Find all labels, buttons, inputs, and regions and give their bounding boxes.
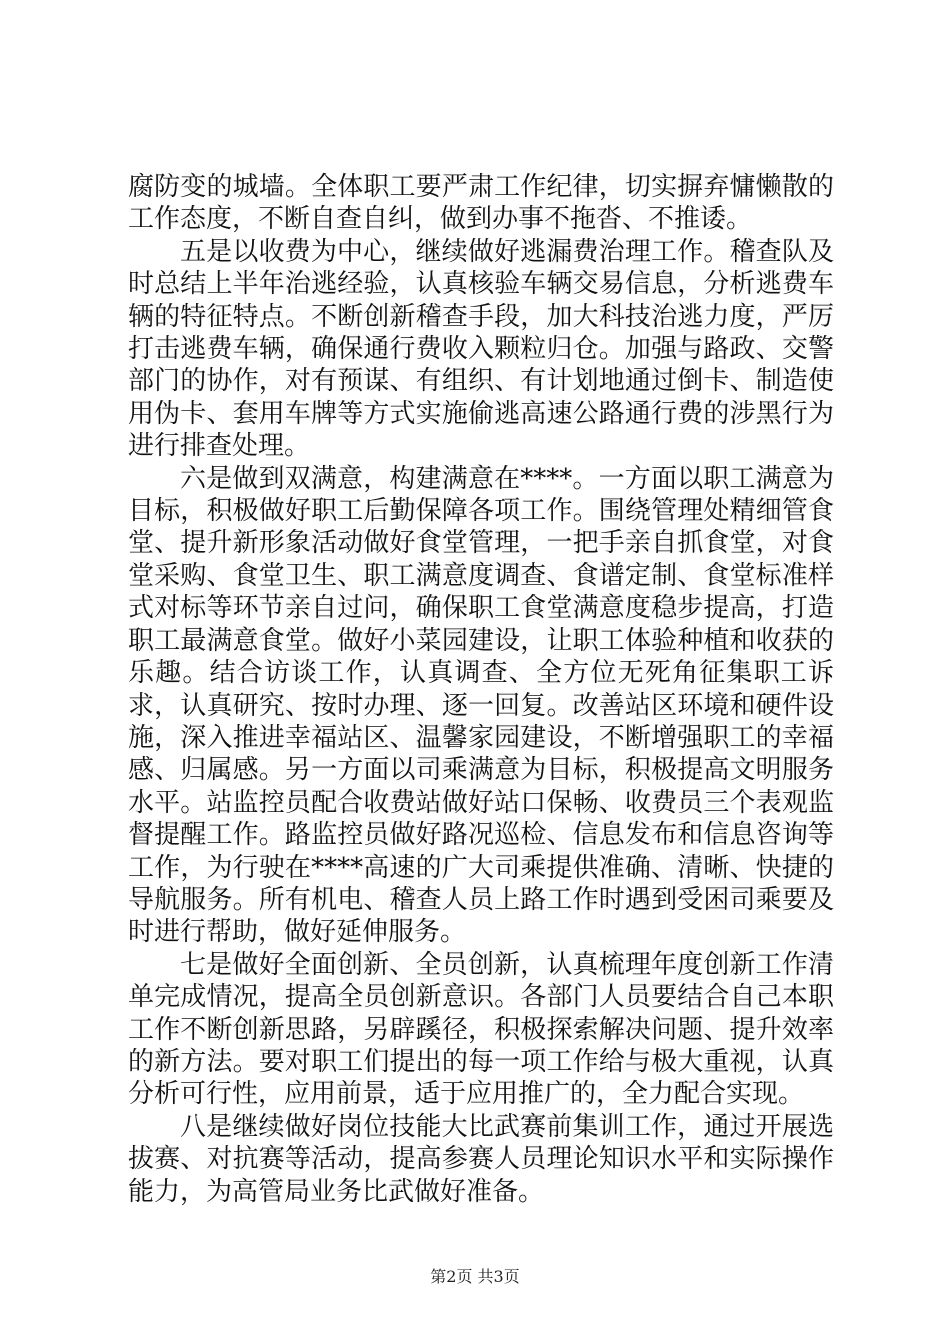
paragraph-eight: 八是继续做好岗位技能大比武赛前集训工作，通过开展选拔赛、对抗赛等活动，提高参赛人员理论知识水平和实际操作能力，为高管局业务比武做好准备。 xyxy=(128,1111,834,1207)
paragraph-seven: 七是做好全面创新、全员创新，认真梳理年度创新工作清单完成情况，提高全员创新意识。各部门人员要结合自己本职工作不断创新思路，另辟蹊径，积极探索解决问题、提升效率的新方法。要对职工们提出的每一项工作给与极大重视，认真分析可行性，应用前景，适于应用推广的，全力配合实现。 xyxy=(128,949,834,1110)
paragraph-continued: 腐防变的城墙。全体职工要严肃工作纪律，切实摒弃慵懒散的工作态度，不断自查自纠，做到办事不拖沓、不推诿。 xyxy=(128,172,834,235)
paragraph-five: 五是以收费为中心，继续做好逃漏费治理工作。稽查队及时总结上半年治逃经验，认真核验车辆交易信息，分析逃费车辆的特征特点。不断创新稽查手段，加大科技治逃力度，严厉打击逃费车辆，确保通行费收入颗粒归仓。加强与路政、交警部门的协作，对有预谋、有组织、有计划地通过倒卡、制造使用伪卡、套用车牌等方式实施偷逃高速公路通行费的涉黑行为进行排查处理。 xyxy=(128,236,834,462)
page-footer: 第2页 共3页 xyxy=(430,1267,520,1286)
paragraph-six: 六是做到双满意，构建满意在****。一方面以职工满意为目标，积极做好职工后勤保障各项工作。围绕管理处精细管食堂、提升新形象活动做好食堂管理，一把手亲自抓食堂，对食堂采购、食堂卫生、职工满意度调查、食谱定制、食堂标准样式对标等环节亲自过问，确保职工食堂满意度稳步提高，打造职工最满意食堂。做好小菜园建设，让职工体验种植和收获的乐趣。结合访谈工作，认真调查、全方位无死角征集职工诉求，认真研究、按时办理、逐一回复。改善站区环境和硬件设施，深入推进幸福站区、温馨家园建设，不断增强职工的幸福感、归属感。另一方面以司乘满意为目标，积极提高文明服务水平。站监控员配合收费站做好站口保畅、收费员三个表观监督提醒工作。路监控员做好路况巡检、信息发布和信息咨询等工作，为行驶在****高速的广大司乘提供准确、清晰、快捷的导航服务。所有机电、稽查人员上路工作时遇到受困司乘要及时进行帮助，做好延伸服务。 xyxy=(128,463,834,948)
document-body xyxy=(128,171,834,1208)
